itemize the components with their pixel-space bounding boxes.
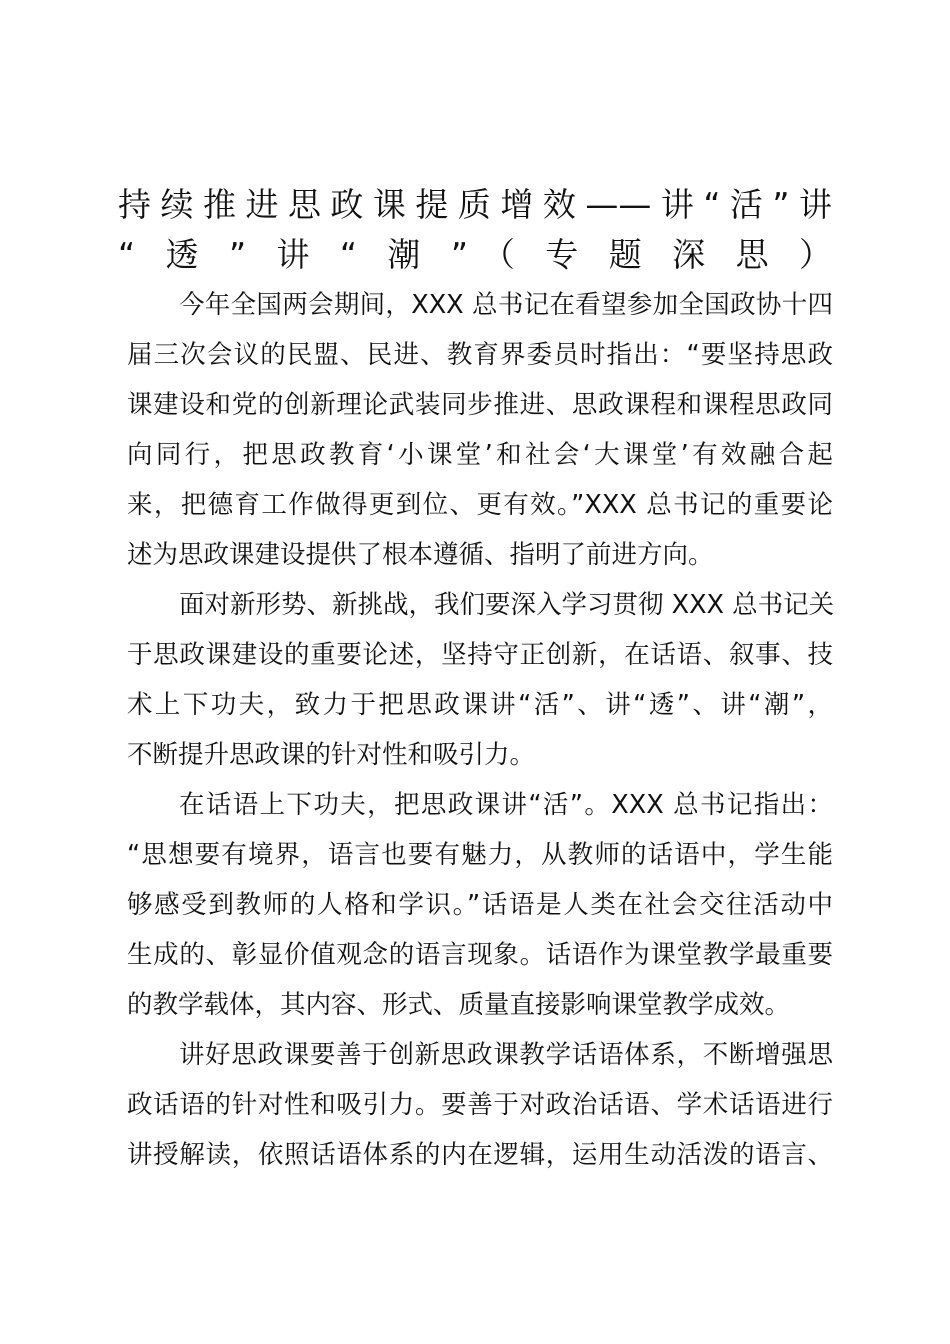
title-line-1: 持续推进思政课提质增效——讲“活”讲 — [118, 185, 832, 224]
paragraph-line: 来，把德育工作做得更到位、更有效。”XXX 总书记的重要论 — [127, 490, 833, 520]
paragraph-line: 够感受到教师的人格和学识。”话语是人类在社会交往活动中 — [127, 890, 833, 920]
paragraph-line: 讲好思政课要善于创新思政课教学话语体系，不断增强思 — [179, 1040, 833, 1070]
paragraph-line: 向同行，把思政教育‘小课堂’和社会‘大课堂’有效融合起 — [127, 440, 833, 470]
paragraph-4 — [127, 1030, 833, 1180]
paragraph-line: 今年全国两会期间，XXX 总书记在看望参加全国政协十四 — [179, 290, 833, 320]
paragraph-line: 的教学载体，其内容、形式、质量直接影响课堂教学成效。 — [127, 990, 791, 1020]
paragraph-line: 讲授解读，依照话语体系的内在逻辑，运用生动活泼的语言、 — [127, 1140, 833, 1170]
paragraph-line: 生成的、彰显价值观念的语言现象。话语作为课堂教学最重要 — [127, 940, 833, 970]
paragraph-3 — [127, 780, 833, 1030]
document-body — [127, 280, 833, 1180]
paragraph-line: “思想要有境界，语言也要有魅力，从教师的话语中，学生能 — [127, 840, 833, 870]
paragraph-line: 于思政课建设的重要论述，坚持守正创新，在话语、叙事、技 — [127, 640, 833, 670]
paragraph-line: 术上下功夫，致力于把思政课讲“活”、讲“透”、讲“潮”， — [127, 690, 833, 720]
paragraph-line: 在话语上下功夫，把思政课讲“活”。XXX 总书记指出： — [179, 790, 833, 820]
document-title — [118, 180, 832, 280]
paragraph-line: 面对新形势、新挑战，我们要深入学习贯彻 XXX 总书记关 — [179, 590, 835, 620]
paragraph-line: 届三次会议的民盟、民进、教育界委员时指出：“要坚持思政 — [127, 340, 833, 370]
title-line-2: “透”讲“潮”（专题深思） — [118, 235, 832, 274]
paragraph-line: 述为思政课建设提供了根本遵循、指明了前进方向。 — [127, 540, 714, 570]
paragraph-1 — [127, 280, 833, 580]
paragraph-line: 政话语的针对性和吸引力。要善于对政治话语、学术话语进行 — [127, 1090, 833, 1120]
paragraph-line: 课建设和党的创新理论武装同步推进、思政课程和课程思政同 — [127, 390, 833, 420]
paragraph-line: 不断提升思政课的针对性和吸引力。 — [127, 740, 536, 770]
paragraph-2 — [127, 580, 833, 780]
